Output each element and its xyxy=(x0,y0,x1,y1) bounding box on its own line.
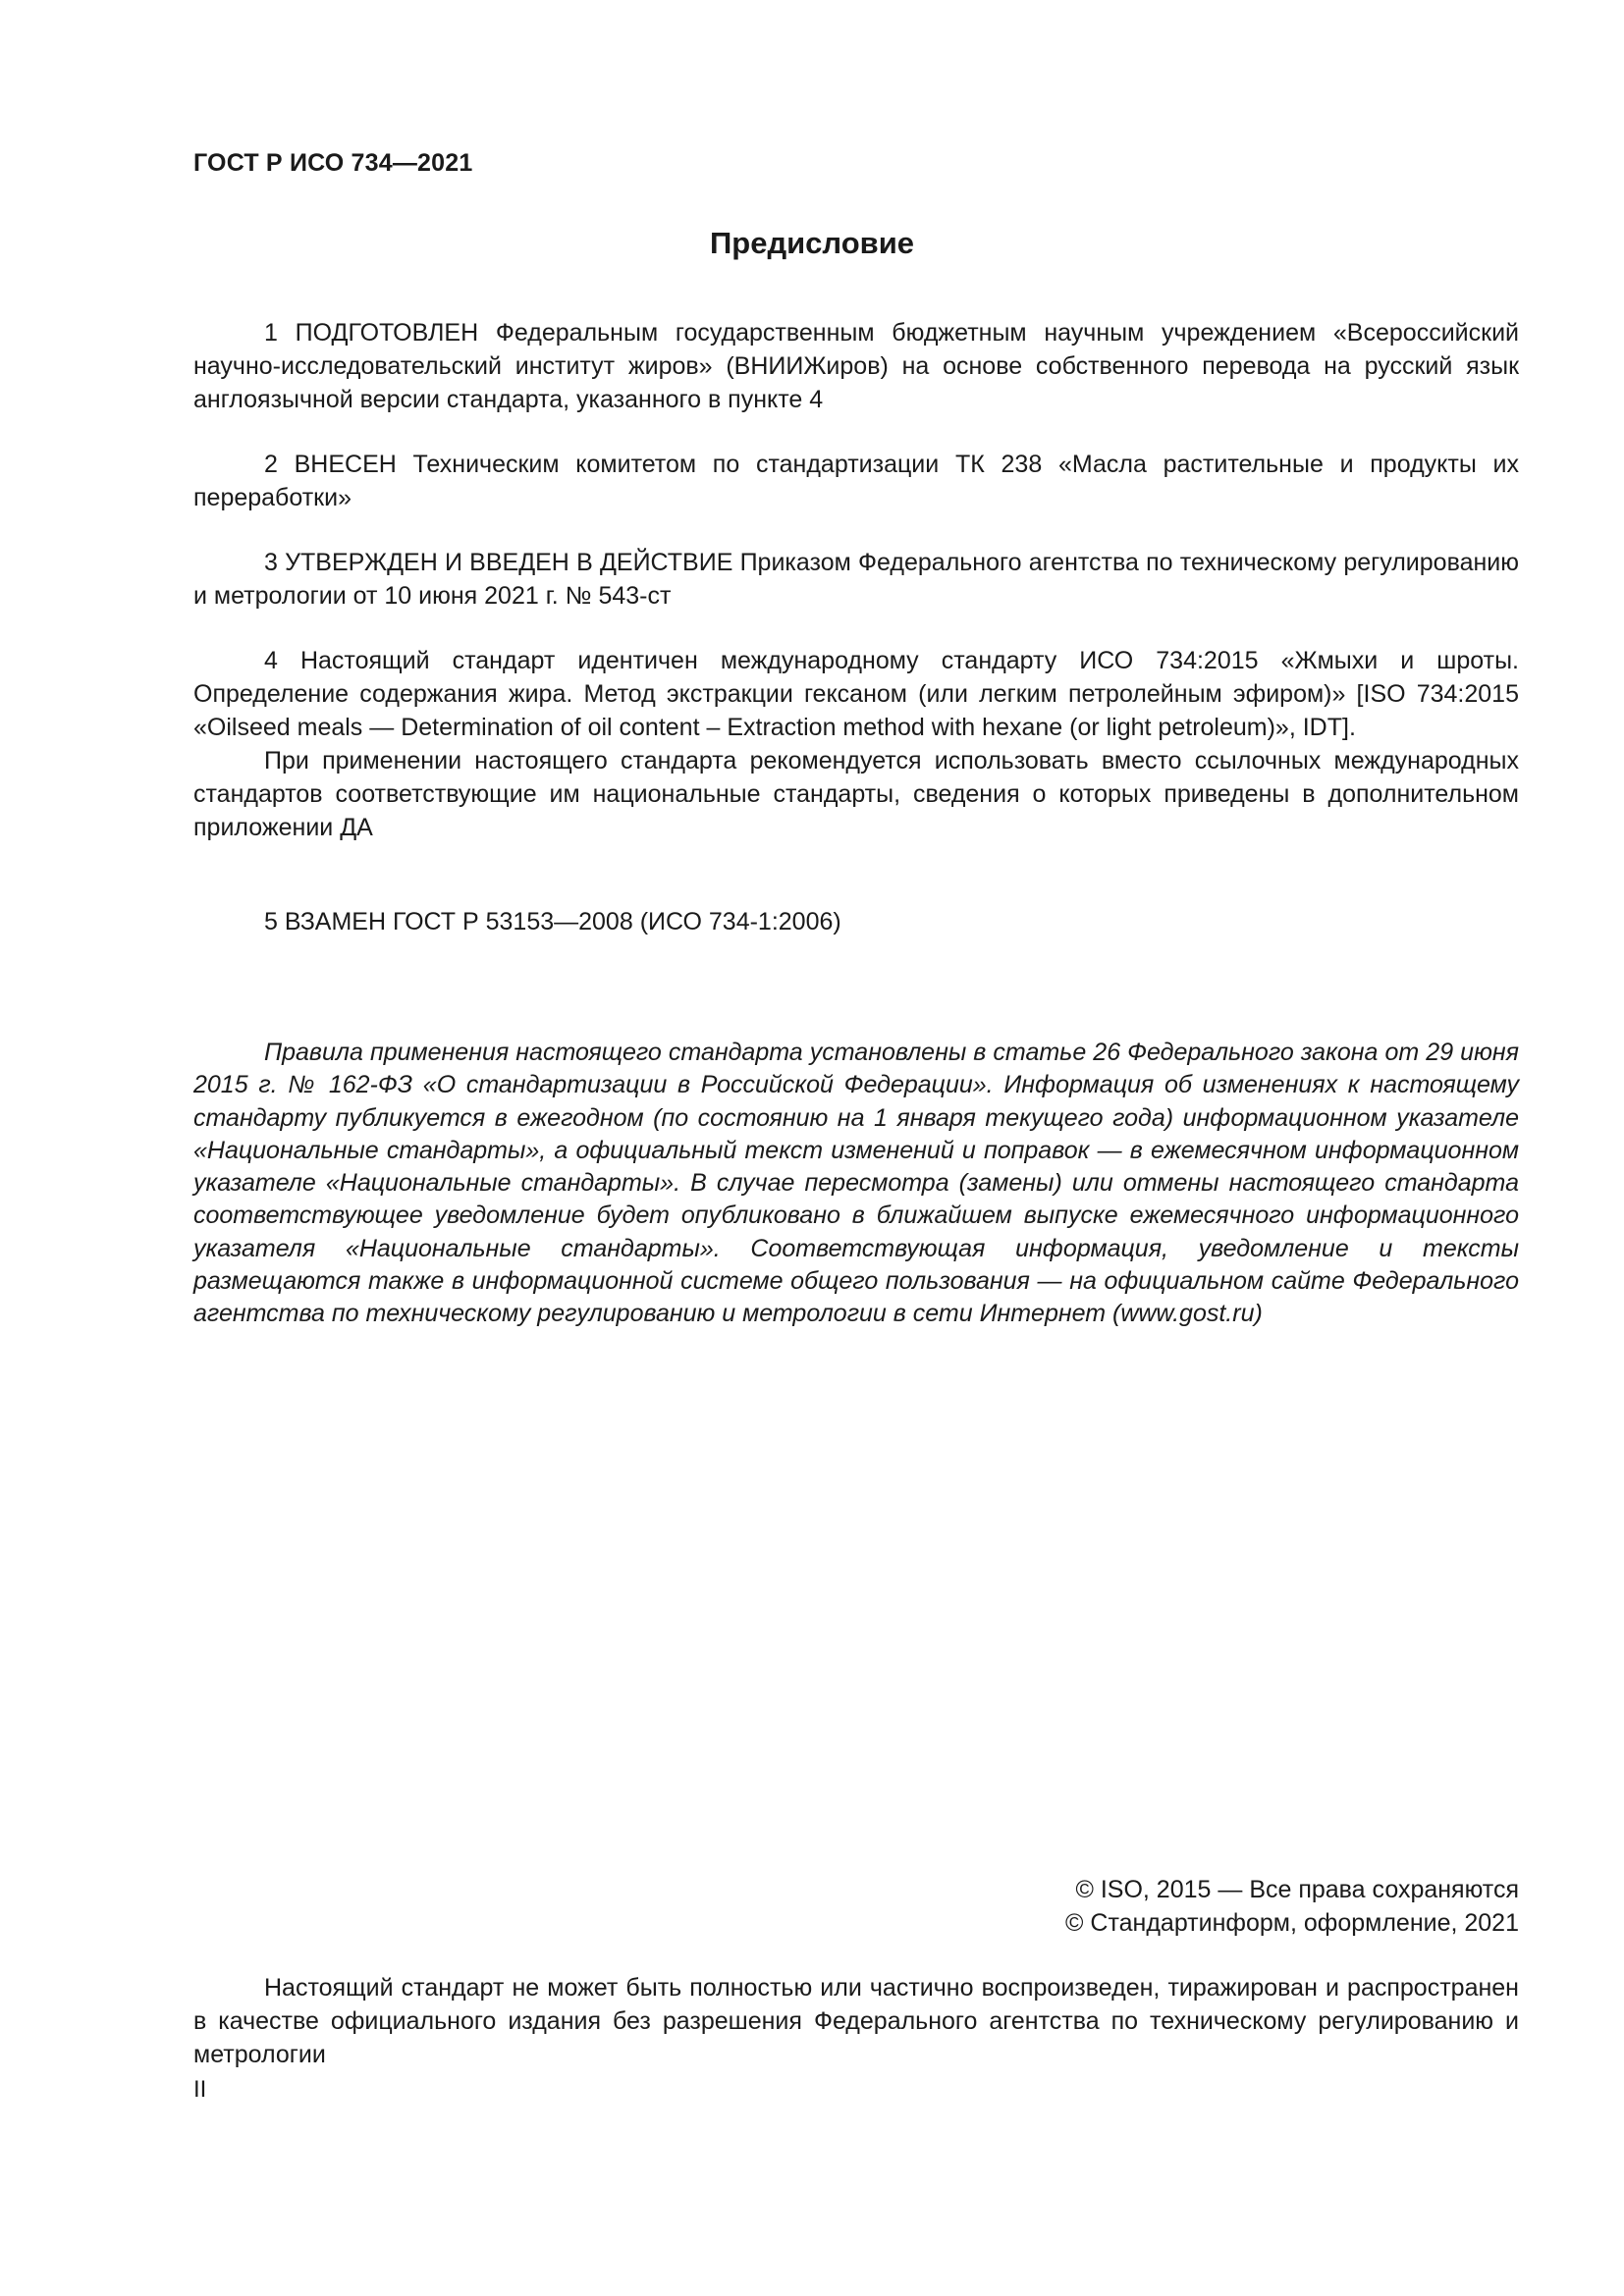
copyright-publisher: © Стандартинформ, оформление, 2021 xyxy=(1065,1909,1519,1937)
section-4-text-continued: При применении настоящего стандарта рекомендуется использовать вместо ссылочных международных стандартов соответствующие им национальные стандарты, сведения о которых приведены в дополнительном приложении ДА xyxy=(193,747,1519,841)
section-1 xyxy=(193,316,1519,416)
document-code: ГОСТ Р ИСО 734—2021 xyxy=(193,149,473,177)
page-number: II xyxy=(193,2076,207,2103)
section-1-text: 1 ПОДГОТОВЛЕН Федеральным государственным бюджетным научным учреждением «Всероссийский научно-исследовательский институт жиров» (ВНИИЖиров) на основе собственного перевода на русский язык англоязычной версии стандарта, указанного в пункте 4 xyxy=(193,319,1519,413)
page-title: Предисловие xyxy=(709,226,914,260)
copyright-block xyxy=(1065,1873,1519,1940)
copyright-iso: © ISO, 2015 — Все права сохраняются xyxy=(1075,1876,1519,1903)
section-2-text: 2 ВНЕСЕН Техническим комитетом по стандартизации ТК 238 «Масла растительные и продукты их переработки» xyxy=(193,451,1519,511)
usage-notice-text: Правила применения настоящего стандарта установлены в статье 26 Федерального закона от 29 июня 2015 г. № 162-ФЗ «О стандартизации в Российской Федерации». Информация об изменениях к настоящему стандарту публикуется в ежегодном (по состоянию на 1 января текущего года) информационном указателе «Национальные стандарты», а официальный текст изменений и поправок — в ежемесячном информационном указателе «Национальные стандарты». В случае пересмотра (замены) или отмены настоящего стандарта соответствующее уведомление будет опубликовано в ближайшем выпуске ежемесячного информационного указателя «Национальные стандарты». Соответствующая информация, уведомление и тексты размещаются также в информационной системе общего пользования — на официальном сайте Федерального агентства по техническому регулированию и метрологии в сети Интернет (www.gost.ru) xyxy=(193,1039,1519,1328)
reproduction-restriction-text: Настоящий стандарт не может быть полностью или частично воспроизведен, тиражирован и распространен в качестве официального издания без разрешения Федерального агентства по техническому регулированию и метрологии xyxy=(193,1974,1519,2068)
section-2 xyxy=(193,448,1519,514)
section-3-text: 3 УТВЕРЖДЕН И ВВЕДЕН В ДЕЙСТВИЕ Приказом Федерального агентства по техническому регулированию и метрологии от 10 июня 2021 г. № 543-ст xyxy=(193,549,1519,610)
section-5-text: 5 ВЗАМЕН ГОСТ Р 53153—2008 (ИСО 734-1:2006) xyxy=(264,908,841,935)
section-3 xyxy=(193,546,1519,613)
usage-notice xyxy=(193,1037,1519,1331)
reproduction-restriction xyxy=(193,1971,1519,2071)
section-4-text: 4 Настоящий стандарт идентичен международному стандарту ИСО 734:2015 «Жмыхи и шроты. Определение содержания жира. Метод экстракции гексаном (или легким петролейным эфиром)» [ISO 734:2015 «Oilseed meals — Determination of oil content – Extraction method with hexane (or light petroleum)», IDT]. xyxy=(193,647,1519,741)
section-5 xyxy=(193,905,1519,938)
section-4 xyxy=(193,644,1519,844)
